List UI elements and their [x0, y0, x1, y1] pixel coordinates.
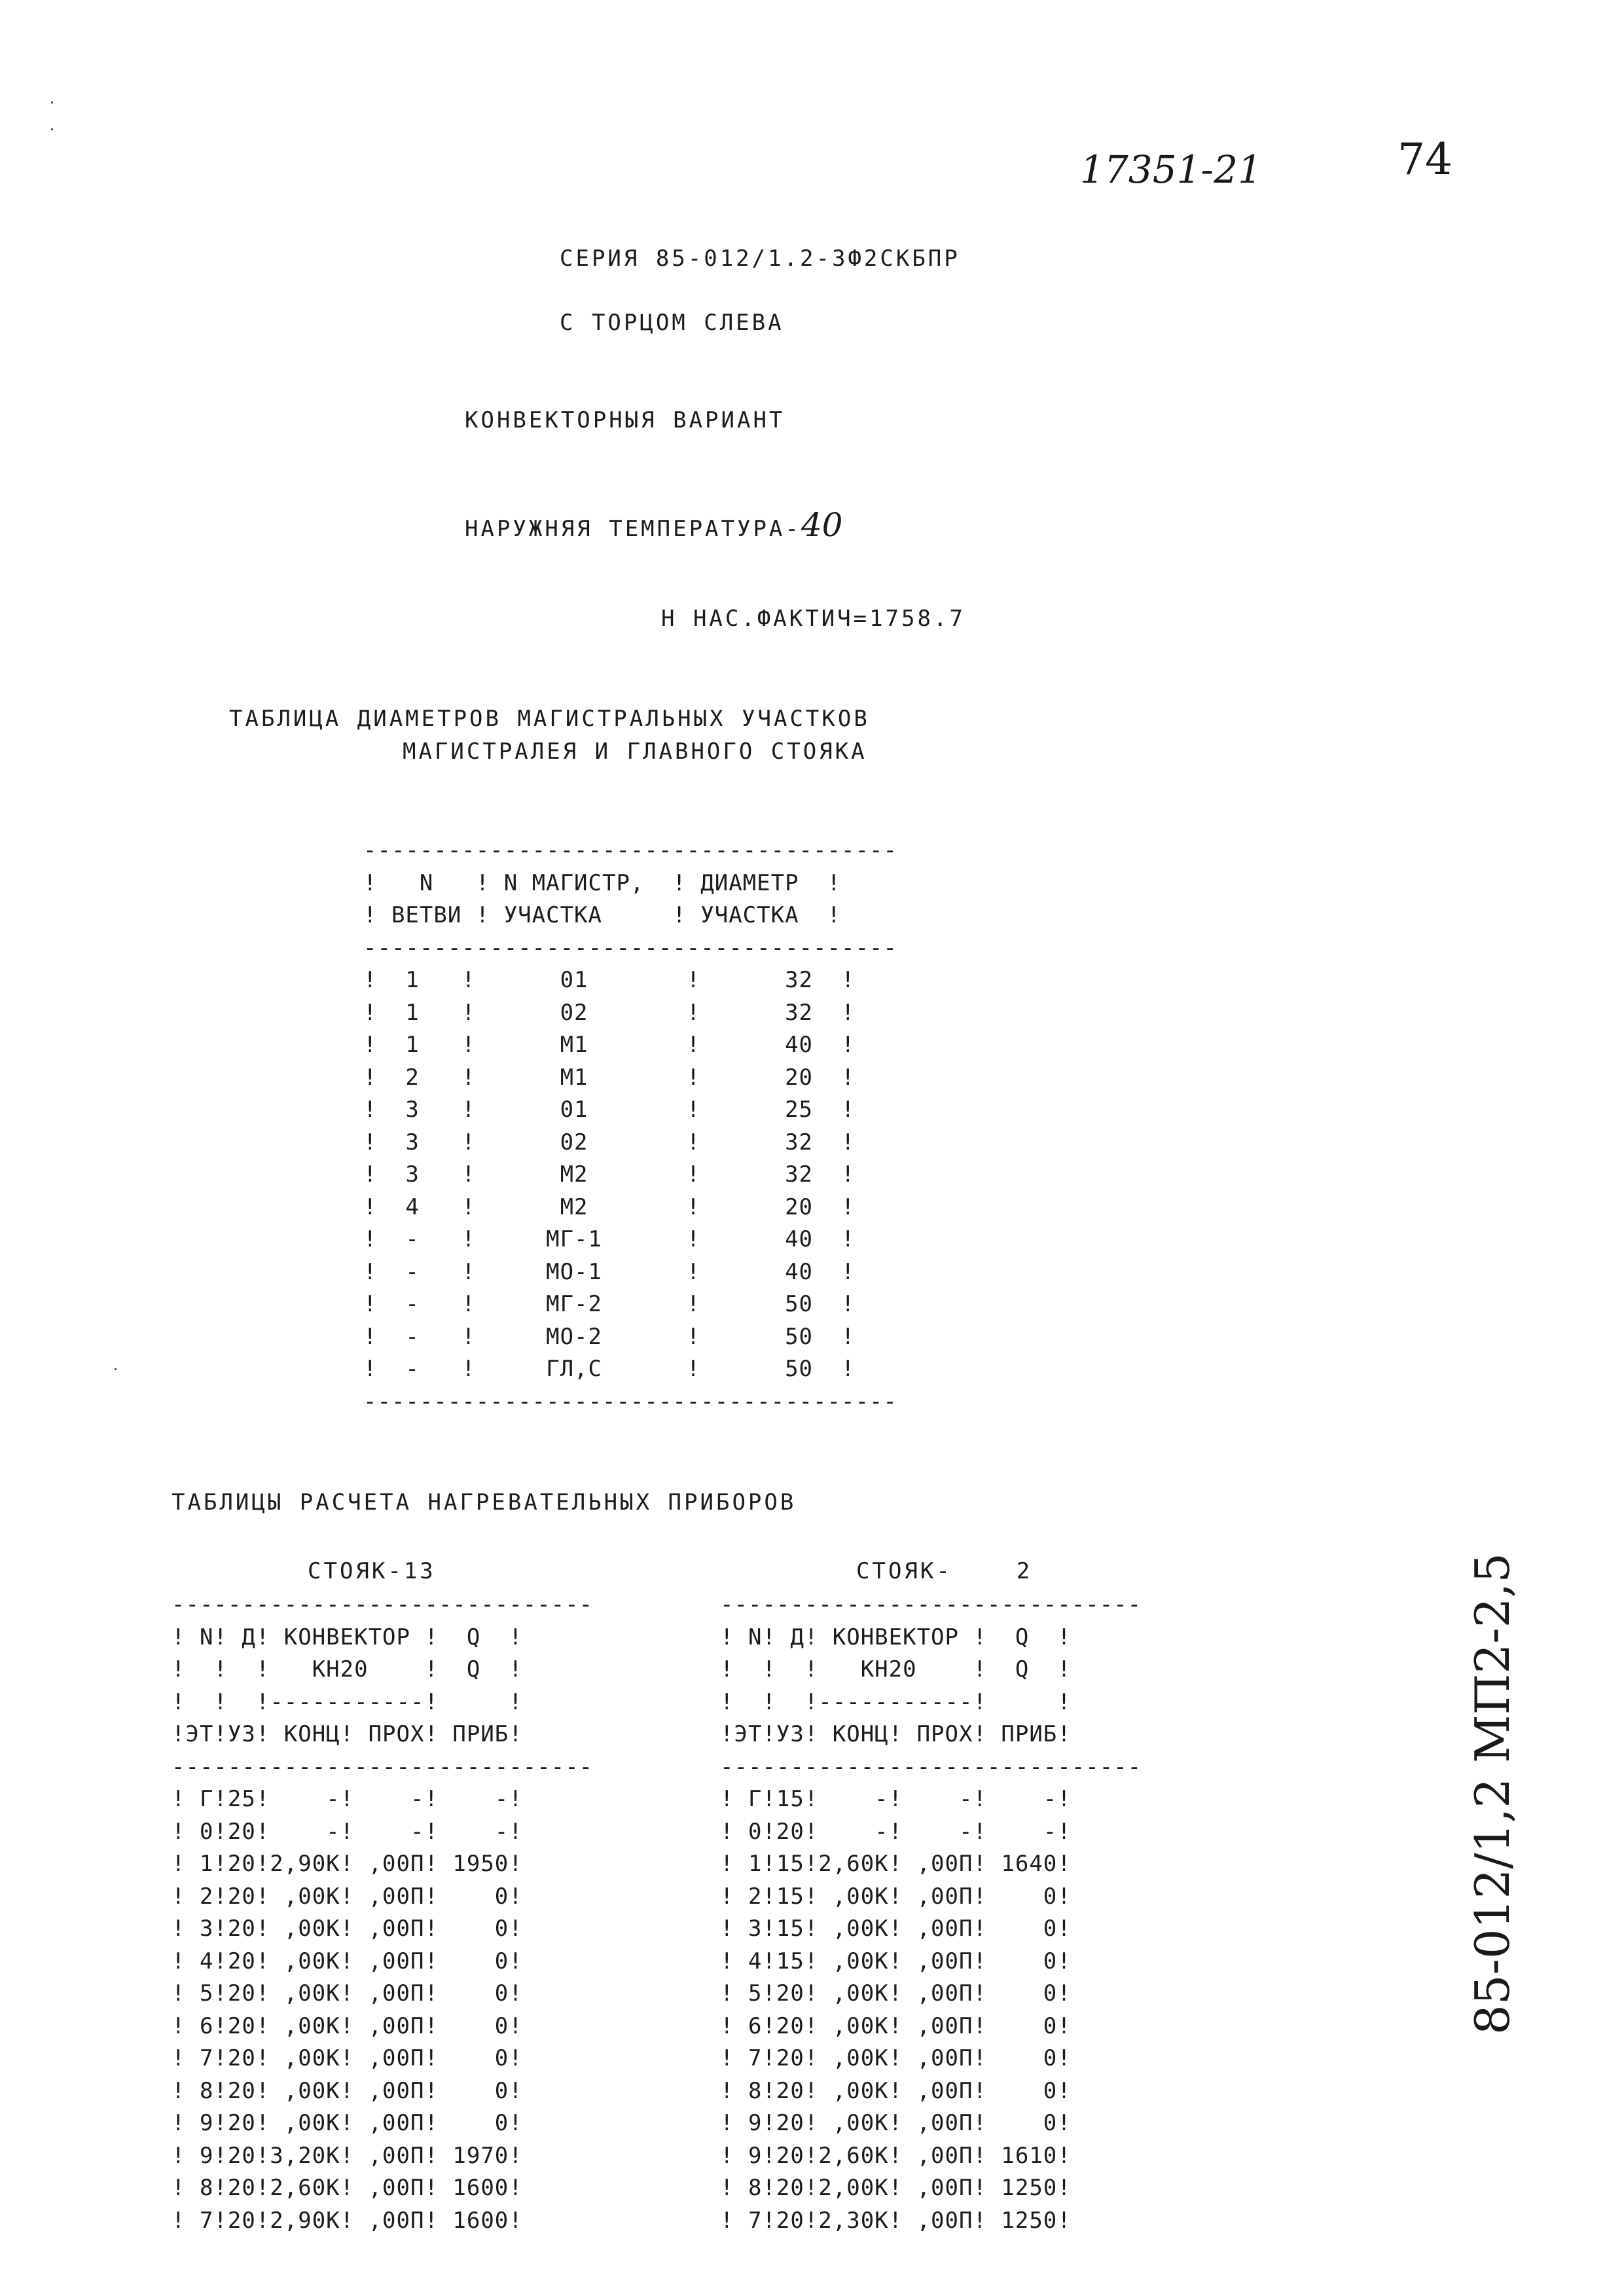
table-row: ! 4!15! ,00К! ,00П! 0! — [720, 1948, 1072, 1974]
riser-13-label: СТОЯК-13 — [308, 1558, 436, 1584]
riser-13-table — [171, 1589, 593, 2237]
table-row: ! 2!20! ,00К! ,00П! 0! — [171, 1883, 523, 1910]
diam-table-header: -------------------------------------- ! N ! N МАГИСТР, ! ДИАМЕТР ! ! ВЕТВИ ! УЧАСТКА ! УЧАСТКА ! -------------------------------------- — [363, 837, 897, 961]
table-row: ! 4 ! М2 ! 20 ! — [363, 1193, 856, 1220]
heaters-title: ТАБЛИЦЫ РАСЧЕТА НАГРЕВАТЕЛЬНЫХ ПРИБОРОВ — [171, 1489, 797, 1516]
table-row: ! 1!20!2,90К! ,00П! 1950! — [171, 1851, 523, 1877]
table-row: ! 0!20! -! -! -! — [720, 1818, 1072, 1845]
table-row: ! 3 ! М2 ! 32 ! — [363, 1161, 856, 1188]
table-row: ! 0!20! -! -! -! — [171, 1818, 523, 1845]
table-row: ! Г!25! -! -! -! — [171, 1786, 523, 1812]
table-row: ! 3!15! ,00К! ,00П! 0! — [720, 1916, 1072, 1942]
riser-2-label: СТОЯК- 2 — [856, 1558, 1033, 1584]
table-row: ! 6!20! ,00К! ,00П! 0! — [720, 2012, 1072, 2039]
table-row: ! 8!20!2,00К! ,00П! 1250! — [720, 2175, 1072, 2201]
outdoor-temp-label: НАРУЖНЯЯ ТЕМПЕРАТУРА- — [465, 516, 801, 542]
outdoor-temp-line — [465, 506, 843, 544]
table-row: ! 7!20! ,00К! ,00П! 0! — [171, 2045, 523, 2071]
table-row: ! 5!20! ,00К! ,00П! 0! — [720, 1980, 1072, 2007]
speck — [115, 1368, 117, 1370]
table-row: ! 1 ! 02 ! 32 ! — [363, 999, 856, 1026]
diam-table-title-1: ТАБЛИЦА ДИАМЕТРОВ МАГИСТРАЛЬНЫХ УЧАСТКОВ — [229, 706, 870, 732]
table-row: ! 2!15! ,00К! ,00П! 0! — [720, 1883, 1072, 1910]
table-row: ! Г!15! -! -! -! — [720, 1786, 1072, 1812]
table-row: ! - ! ГЛ,С ! 50 ! — [363, 1356, 856, 1382]
table-row: ! 1 ! 01 ! 32 ! — [363, 967, 856, 993]
speck — [51, 128, 53, 130]
variant-line: КОНВЕКТОРНЫЯ ВАРИАНТ — [465, 407, 785, 433]
table-row: ! 8!20! ,00К! ,00П! 0! — [171, 2077, 523, 2104]
table-row: ! 1!15!2,60К! ,00П! 1640! — [720, 1851, 1072, 1877]
page-number: 74 — [1398, 134, 1453, 185]
outdoor-temp-value: 40 — [801, 506, 843, 544]
diam-table-title-2: МАГИСТРАЛЕЯ И ГЛАВНОГО СТОЯКА — [403, 738, 867, 765]
side-stamp-text: 85-012/1,2 МП2-2,5 — [1465, 1552, 1520, 2035]
table-row: ! 4!20! ,00К! ,00П! 0! — [171, 1948, 523, 1974]
table-row: ! 7!20!2,30К! ,00П! 1250! — [720, 2207, 1072, 2234]
heater-table-header: ------------------------------ ! N! Д! КОНВЕКТОР ! Q ! ! ! ! КН20 ! Q ! ! ! !-----------! ! !ЭТ!УЗ! КОНЦ! ПРОХ! ПРИБ! ------------------------------ — [720, 1591, 1142, 1780]
document-number: 17351-21 — [1080, 147, 1262, 192]
table-row: ! 2 ! М1 ! 20 ! — [363, 1064, 856, 1091]
table-row: ! 7!20! ,00К! ,00П! 0! — [720, 2045, 1072, 2071]
table-row: ! 1 ! М1 ! 40 ! — [363, 1032, 856, 1058]
table-row: ! 9!20! ,00К! ,00П! 0! — [171, 2110, 523, 2136]
pressure-line: Н НАС.ФАКТИЧ=1758.7 — [661, 606, 965, 632]
diam-table — [363, 835, 897, 1418]
table-row: ! 8!20!2,60К! ,00П! 1600! — [171, 2175, 523, 2201]
table-row: ! - ! МГ-1 ! 40 ! — [363, 1226, 856, 1252]
heater-table-header: ------------------------------ ! N! Д! КОНВЕКТОР ! Q ! ! ! ! КН20 ! Q ! ! ! !-----------! ! !ЭТ!УЗ! КОНЦ! ПРОХ! ПРИБ! ------------------------------ — [171, 1591, 594, 1780]
table-row: ! 6!20! ,00К! ,00П! 0! — [171, 2012, 523, 2039]
series-line: СЕРИЯ 85-012/1.2-3Ф2СКБПР — [560, 245, 960, 272]
table-row: ! 3 ! 02 ! 32 ! — [363, 1129, 856, 1155]
table-row: ! 9!20! ,00К! ,00П! 0! — [720, 2110, 1072, 2136]
table-row: ! 3 ! 01 ! 25 ! — [363, 1097, 856, 1123]
table-row: ! 3!20! ,00К! ,00П! 0! — [171, 1916, 523, 1942]
table-row: ! - ! МО-1 ! 40 ! — [363, 1258, 856, 1285]
table-row: ! 7!20!2,90К! ,00П! 1600! — [171, 2207, 523, 2234]
table-row: ! 9!20!3,20К! ,00П! 1970! — [171, 2142, 523, 2169]
diam-table-footer: -------------------------------------- — [363, 1388, 897, 1415]
end-side-line: С ТОРЦОМ СЛЕВА — [560, 310, 784, 336]
table-row: ! 8!20! ,00К! ,00П! 0! — [720, 2077, 1072, 2104]
table-row: ! 5!20! ,00К! ,00П! 0! — [171, 1980, 523, 2007]
speck — [51, 101, 53, 103]
table-row: ! - ! МГ-2 ! 50 ! — [363, 1291, 856, 1317]
riser-2-table — [720, 1589, 1142, 2237]
table-row: ! - ! МО-2 ! 50 ! — [363, 1323, 856, 1350]
side-stamp — [1440, 1457, 1545, 2131]
table-row: ! 9!20!2,60К! ,00П! 1610! — [720, 2142, 1072, 2169]
